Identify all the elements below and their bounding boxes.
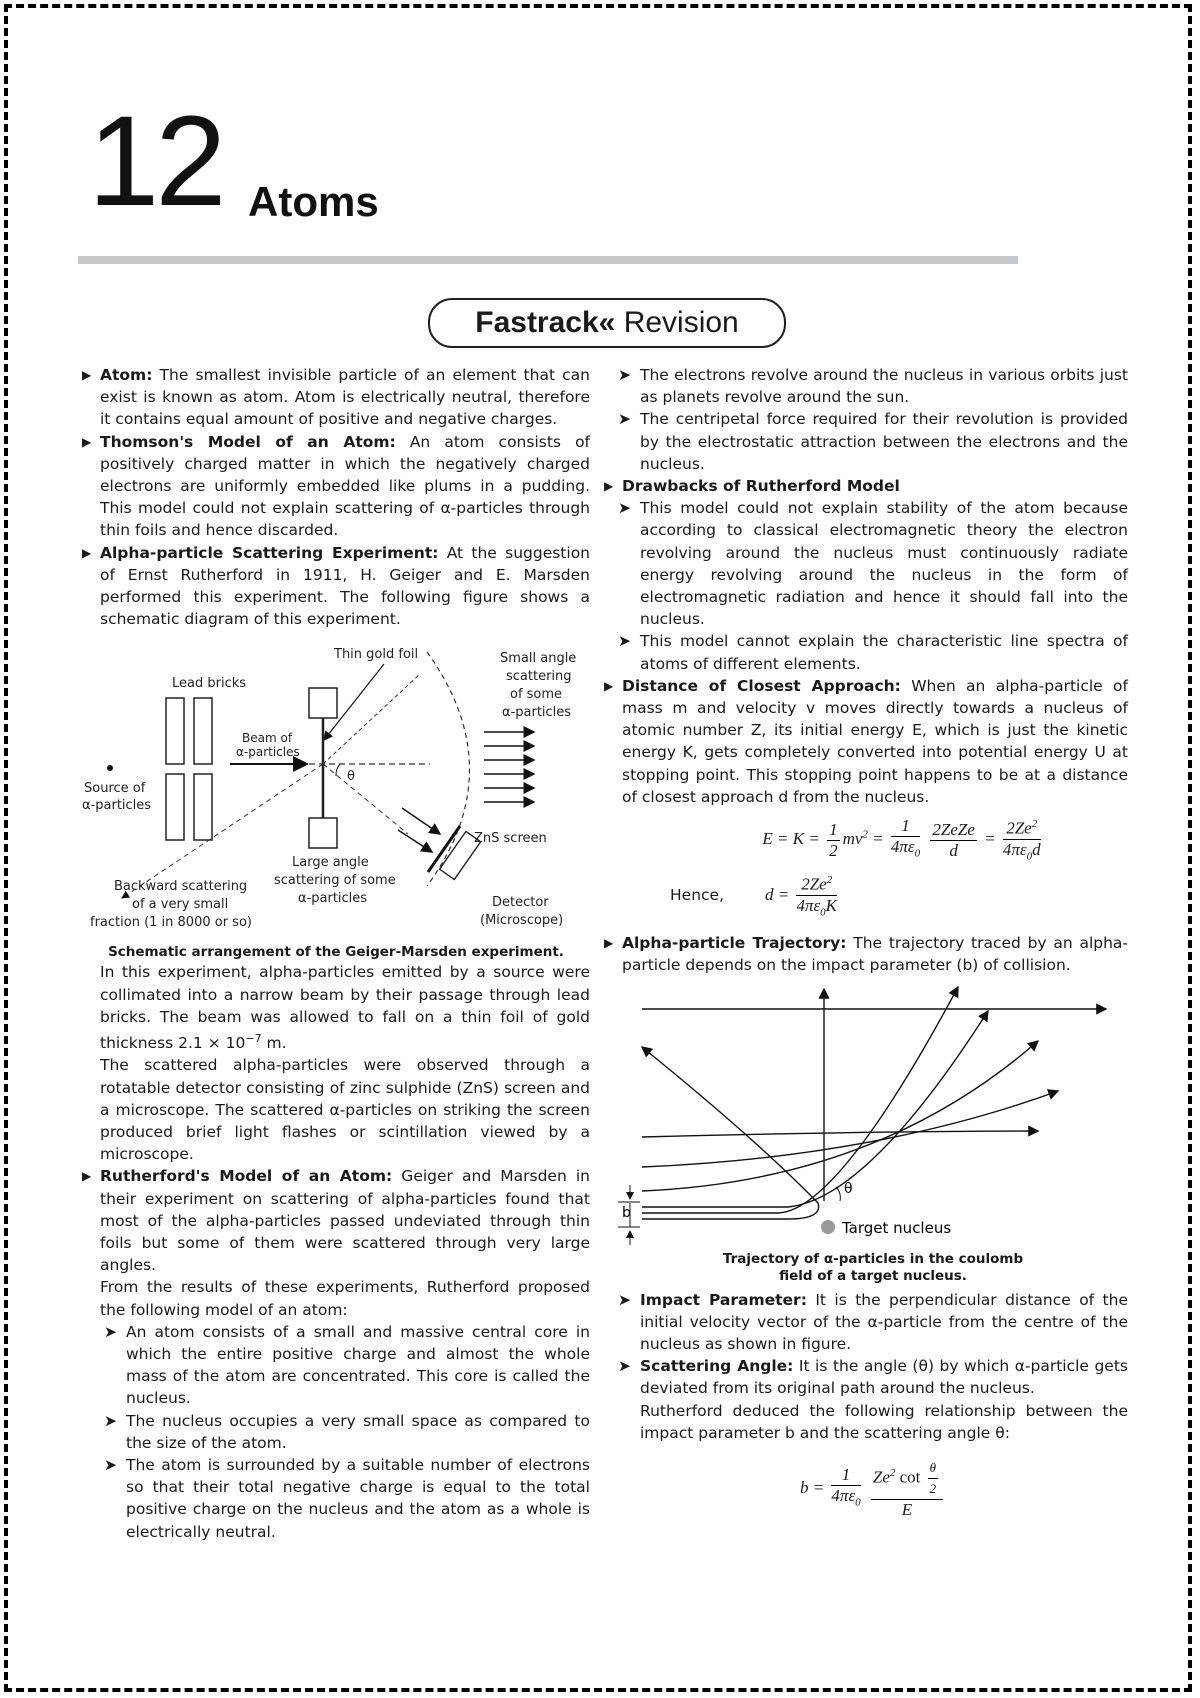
from-results: From the results of these experiments, Rutherford proposed the following model of an atom: [100, 1278, 590, 1319]
figure2-caption-1: Trajectory of α-particles in the coulomb [722, 1250, 1024, 1267]
impact-parameter: ➤ Impact Parameter: It is the perpendicular distance of the initial velocity vector of the α-particle from the centre of the nucleus as shown in figure. [618, 1290, 1128, 1353]
alpha-experiment: ▶ Alpha-particle Scattering Experiment: At the suggestion of Ernst Rutherford in 1911, H. Geiger and E. Marsden performed this experiment. The following figure shows a schematic diagram of this experiment. [82, 543, 590, 629]
atom-definition: ▶ Atom: The smallest invisible particle of an element that can exist is known as atom. Atom is electrically neutral, therefore it contains equal amount of positive and negative charges. [82, 366, 590, 429]
svg-text:θ: θ [844, 1180, 853, 1197]
svg-text:of a very small: of a very small [132, 897, 229, 913]
svg-text:Small angle: Small angle [500, 651, 577, 667]
chapter-number: 12 [88, 90, 223, 233]
badge-rest: Revision [615, 306, 739, 339]
model-point: ➤ An atom consists of a small and massive central core in which the entire positive charge and almost the whole mass of the atom are concentrated. This core is called the nucleus. [104, 1322, 590, 1408]
svg-text:fraction (1 in 8000 or so): fraction (1 in 8000 or so) [90, 915, 252, 931]
closest-approach: ▶ Distance of Closest Approach: When an alpha-particle of mass m and velocity v moves directly towards a nucleus of atomic number Z, its initial energy E, which is just the kinetic energy K, gets completely converted into potential energy U at stopping point. This stopping point happens to be at a distance of closest approach d from the nucleus. [604, 676, 1128, 806]
lead-brick [166, 698, 184, 764]
model-point: ➤ The centripetal force required for their revolution is provided by the electrostatic attraction between the electrons and the nucleus. [618, 410, 1128, 473]
title-rule [78, 256, 1018, 264]
svg-text:Source of: Source of [84, 781, 146, 797]
badge-bold: Fastrack [475, 306, 599, 339]
section-badge [428, 298, 786, 348]
figure2-caption-2: field of a target nucleus. [779, 1267, 967, 1284]
svg-text:Thin gold foil: Thin gold foil [334, 647, 419, 663]
svg-text:Beam of: Beam of [242, 731, 293, 746]
scattering-angle: ➤ Scattering Angle: It is the angle (θ) by which α-particle gets deviated from its original path around the nucleus. [618, 1357, 1129, 1398]
svg-text:b: b [622, 1204, 631, 1221]
svg-text:scattering: scattering [506, 669, 572, 685]
svg-text:of some: of some [510, 687, 563, 703]
lead-brick [194, 698, 212, 764]
svg-text:α-particles: α-particles [236, 745, 300, 760]
figure1-caption: Schematic arrangement of the Geiger-Marsden experiment. [108, 944, 564, 961]
geiger-marsden-figure [82, 630, 590, 940]
source-dot [107, 765, 113, 771]
alpha-trajectory: ▶ Alpha-particle Trajectory: The trajectory traced by an alpha-particle depends on the impact parameter (b) of collision. [604, 934, 1128, 975]
svg-text:θ: θ [347, 769, 355, 785]
model-point: ➤ The nucleus occupies a very small space as compared to the size of the atom. [104, 1411, 590, 1452]
svg-text:(Microscope): (Microscope) [480, 913, 564, 929]
lead-brick [194, 774, 212, 840]
svg-text:α-particles: α-particles [502, 705, 572, 721]
thomson-model: ▶ Thomson's Model of an Atom: An atom consists of positively charged matter in which the negatively charged electrons are uniformly embedded like plums in a pudding. This model could not explain scattering of α-particles through thin foils and hence discarded. [82, 432, 591, 540]
model-point: ➤ The atom is surrounded by a suitable number of electrons so that their total negative charge is equal to the total positive charge on the nucleus and the atom as a whole is electrically neutral. [104, 1456, 590, 1541]
rutherford-deduced: Rutherford deduced the following relationship between the impact parameter b and the scattering angle θ: [640, 1401, 1128, 1442]
rutherford-model: ▶ Rutherford's Model of an Atom: Geiger and Marsden in their experiment on scattering of alpha-particles found that most of the alpha-particles passed undeviated through thin foils but some of them were scattered through very large angles. [82, 1167, 591, 1275]
left-column [82, 364, 590, 1543]
svg-text:Backward scattering: Backward scattering [114, 879, 248, 895]
svg-text:α-particles: α-particles [298, 891, 368, 907]
right-column [604, 364, 1129, 1520]
svg-text:Large angle: Large angle [292, 855, 369, 871]
impact-equation: b = $\frac{1}{4\pi\varepsilon_0}$ Ze$^2$ cot $\frac{\theta}{2}$ E [618, 1458, 1128, 1520]
svg-text:Target nucleus: Target nucleus [842, 1218, 952, 1237]
drawback-point: ➤ This model cannot explain the characteristic line spectra of atoms of different elements. [618, 632, 1128, 673]
svg-text:Lead bricks: Lead bricks [172, 676, 247, 692]
model-point: ➤ The electrons revolve around the nucleus in various orbits just as planets revolve around the sun. [618, 366, 1128, 407]
foil-holder [309, 818, 337, 848]
drawback-point: ➤ This model could not explain stability of the atom because according to classical electromagnetic theory the electron revolving around the nucleus must continuously radiate energy revolving around the nucleus in the form of electromagnetic radiation and hence it should fall into the nucleus. [618, 499, 1128, 629]
hence-row: Hence, d = $\frac{2Ze^2}{4\pi\varepsilon_0K}$ [670, 870, 1128, 922]
energy-equation: E = K = $\frac{1}{2}$ $mv^2$ = $\frac{1}{4\pi\varepsilon_0}$ $\frac{\text{2ZeZe}}{d}$ = $\frac{2Ze^2}{4\pi\varepsilon_0d}$ [678, 814, 1128, 866]
svg-text:ZnS screen: ZnS screen [474, 831, 547, 847]
svg-text:α-particles: α-particles [82, 798, 152, 814]
experiment-para1: In this experiment, alpha-particles emitted by a source were collimated into a narrow beam by their passage through lead bricks. The beam was allowed to fall on a thin foil of gold thickness $2.1 \times 10^{-7}$ m. [100, 963, 590, 1053]
svg-text:scattering of some: scattering of some [274, 873, 396, 889]
trajectory-figure [618, 981, 1128, 1251]
svg-text:Detector: Detector [492, 895, 549, 911]
experiment-para2: The scattered alpha-particles were observed through a rotatable detector consisting of zinc sulphide (ZnS) screen and a microscope. The scattered α-particles on striking the screen produced brief light flashes or scintillation viewed by a microscope. [100, 1056, 590, 1164]
drawbacks-heading: ▶ Drawbacks of Rutherford Model [604, 477, 900, 496]
lead-brick [166, 774, 184, 840]
foil-holder [309, 688, 337, 718]
target-nucleus-dot [821, 1220, 835, 1234]
chapter-title: Atoms [248, 178, 379, 225]
badge-mark: « [598, 306, 616, 339]
